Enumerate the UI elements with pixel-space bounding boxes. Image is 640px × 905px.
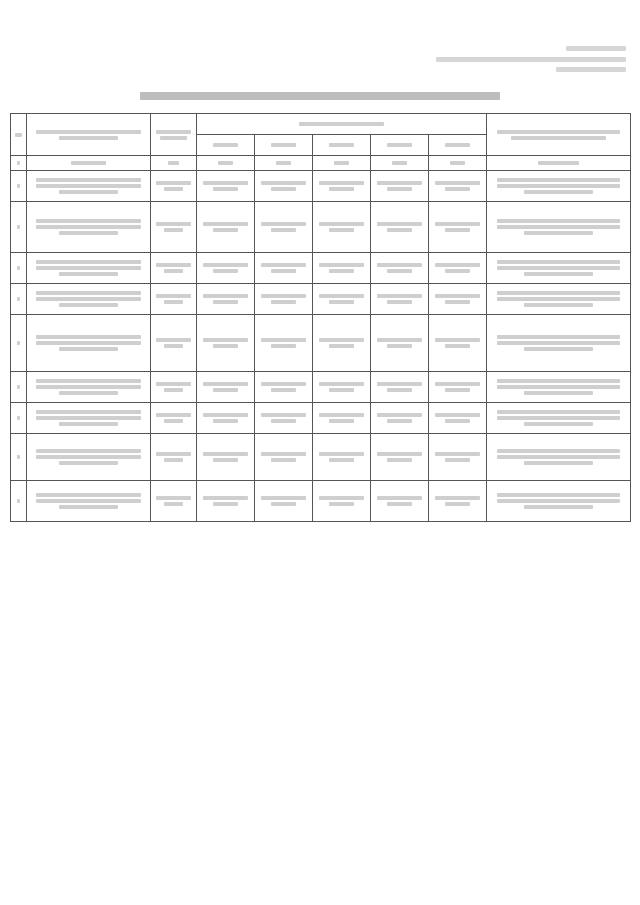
plan-cell (11, 481, 27, 522)
plan-cell (371, 315, 429, 372)
plan-cell (429, 253, 487, 284)
plan-cell (429, 434, 487, 481)
header-cell (27, 114, 151, 156)
column-number-cell (371, 156, 429, 171)
header-cell (11, 114, 27, 156)
column-number-cell (151, 156, 197, 171)
plan-cell (429, 315, 487, 372)
plan-cell (429, 481, 487, 522)
year-header-cell (255, 135, 313, 156)
plan-cell (371, 202, 429, 253)
plan-cell (197, 434, 255, 481)
plan-row (11, 171, 631, 202)
plan-cell (11, 315, 27, 372)
year-header-cell (371, 135, 429, 156)
plan-table (10, 113, 631, 522)
plan-cell (429, 372, 487, 403)
plan-cell (255, 171, 313, 202)
plan-cell (313, 403, 371, 434)
plan-cell (255, 372, 313, 403)
plan-cell (255, 403, 313, 434)
plan-cell (487, 372, 631, 403)
plan-row (11, 434, 631, 481)
plan-cell (197, 171, 255, 202)
plan-cell (27, 403, 151, 434)
year-header-cell (197, 135, 255, 156)
header-cell-group (197, 114, 487, 135)
plan-cell (429, 403, 487, 434)
year-header-cell (429, 135, 487, 156)
plan-cell (487, 202, 631, 253)
plan-cell (11, 403, 27, 434)
plan-cell (11, 434, 27, 481)
plan-cell (11, 372, 27, 403)
plan-row (11, 284, 631, 315)
plan-cell (27, 171, 151, 202)
plan-cell (151, 284, 197, 315)
plan-cell (27, 315, 151, 372)
plan-row (11, 403, 631, 434)
plan-row (11, 202, 631, 253)
plan-cell (313, 434, 371, 481)
column-number-cell (197, 156, 255, 171)
header-cell (487, 114, 631, 156)
column-number-cell (11, 156, 27, 171)
plan-cell (197, 202, 255, 253)
plan-cell (429, 171, 487, 202)
column-number-cell (487, 156, 631, 171)
plan-row (11, 372, 631, 403)
plan-cell (11, 202, 27, 253)
column-number-cell (313, 156, 371, 171)
plan-cell (487, 434, 631, 481)
column-number-cell (27, 156, 151, 171)
plan-cell (371, 372, 429, 403)
column-number-cell (429, 156, 487, 171)
appendix-line-placeholder (566, 46, 626, 51)
plan-cell (487, 481, 631, 522)
plan-cell (151, 372, 197, 403)
plan-cell (429, 284, 487, 315)
plan-cell (151, 171, 197, 202)
document-title-placeholder (140, 92, 500, 100)
plan-cell (27, 372, 151, 403)
plan-cell (371, 481, 429, 522)
plan-cell (27, 434, 151, 481)
plan-cell (197, 481, 255, 522)
plan-table-body (11, 156, 631, 522)
plan-cell (487, 253, 631, 284)
year-header-cell (313, 135, 371, 156)
appendix-line-placeholder (436, 57, 626, 62)
plan-cell (27, 202, 151, 253)
plan-cell (151, 315, 197, 372)
plan-cell (313, 253, 371, 284)
plan-row (11, 315, 631, 372)
plan-cell (487, 171, 631, 202)
plan-cell (151, 481, 197, 522)
plan-row (11, 481, 631, 522)
plan-cell (255, 253, 313, 284)
plan-cell (197, 372, 255, 403)
plan-cell (313, 315, 371, 372)
header-cell (151, 114, 197, 156)
plan-cell (313, 202, 371, 253)
plan-cell (197, 403, 255, 434)
plan-cell (313, 171, 371, 202)
plan-cell (487, 315, 631, 372)
plan-cell (11, 284, 27, 315)
column-number-row (11, 156, 631, 171)
plan-cell (27, 284, 151, 315)
plan-cell (11, 171, 27, 202)
plan-cell (151, 253, 197, 284)
plan-cell (151, 202, 197, 253)
appendix-header (426, 46, 626, 72)
plan-cell (197, 253, 255, 284)
plan-cell (313, 284, 371, 315)
plan-cell (255, 434, 313, 481)
plan-cell (487, 284, 631, 315)
plan-cell (371, 253, 429, 284)
plan-cell (27, 253, 151, 284)
plan-cell (255, 202, 313, 253)
plan-cell (313, 372, 371, 403)
plan-cell (27, 481, 151, 522)
column-number-cell (255, 156, 313, 171)
plan-cell (255, 284, 313, 315)
appendix-line-placeholder (556, 67, 626, 72)
plan-row (11, 253, 631, 284)
plan-cell (255, 315, 313, 372)
plan-cell (11, 253, 27, 284)
plan-cell (371, 171, 429, 202)
plan-cell (487, 403, 631, 434)
plan-cell (197, 284, 255, 315)
plan-cell (255, 481, 313, 522)
plan-cell (151, 434, 197, 481)
plan-cell (429, 202, 487, 253)
plan-cell (313, 481, 371, 522)
plan-cell (197, 315, 255, 372)
plan-cell (371, 434, 429, 481)
plan-cell (151, 403, 197, 434)
plan-cell (371, 403, 429, 434)
plan-cell (371, 284, 429, 315)
